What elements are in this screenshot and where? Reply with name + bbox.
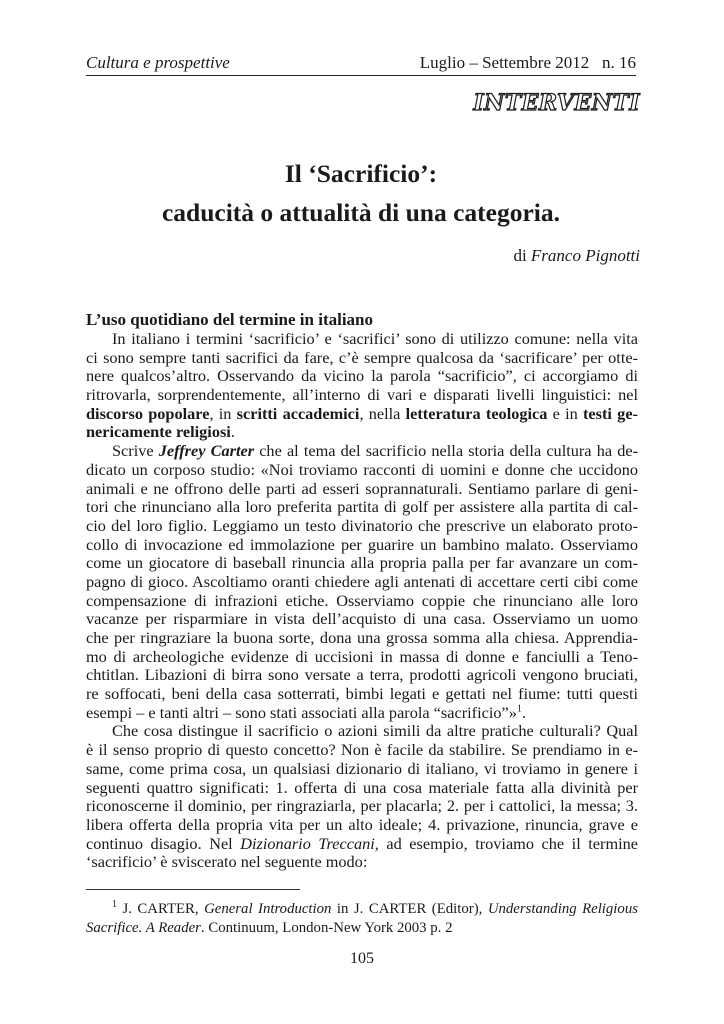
text-line: dicato un corposo studio: «Noi troviamo racconti di uomini e donne che uccidono <box>86 460 638 479</box>
text-line: mo di archeologiche evidenze di uccisioni in massa di donne e fanciulli a Teno- <box>86 647 638 666</box>
text-run: , in <box>209 404 237 423</box>
text-line: tori che rinunciano alla loro preferita partita di golf per assistere alla partita di cal- <box>86 498 638 517</box>
bold-term: letteratura teologica <box>405 404 548 423</box>
text-run: ad esempio, troviamo che il termine <box>378 834 638 853</box>
text-line: pagno di gioco. Ascoltiamo oranti chiedere agli antenati di accettare certi cibi come <box>86 572 638 591</box>
footnote-divider <box>86 889 300 890</box>
page-number: 105 <box>350 950 374 967</box>
footnote-marker: 1 <box>112 899 117 911</box>
text-run: . <box>230 423 235 442</box>
text-line: seguenti quattro significati: 1. offerta di una cosa materiale fatta alla divinità per <box>86 778 638 797</box>
footnote-reference[interactable]: 1 <box>516 703 522 715</box>
text-line <box>86 423 638 442</box>
text-line: ritrovarla, sorprendentemente, all’interno di vari e disparati livelli linguistici: nel <box>86 386 638 405</box>
issue-info: Luglio – Settembre 2012 n. 16 <box>419 53 636 72</box>
text-line: libera offerta della propria vita per un alto ideale; 4. privazione, rinuncia, grave e <box>86 815 638 834</box>
text-run: J. CARTER, <box>117 901 205 917</box>
text-line: come un giocatore di baseball rinuncia alla propria palla per far avanzare un com- <box>86 554 638 573</box>
article-title-line-1: Il ‘Sacrificio’: <box>284 159 438 188</box>
text-line: riconoscerne il dominio, per ringraziarla, per placarla; 2. per i cattolici, la messa; 3. <box>86 797 638 816</box>
footnote-line <box>86 919 638 938</box>
text-line: vacanze per risparmiare in vista dell’acquisto di una casa. Osserviamo un uomo <box>86 610 638 629</box>
text-line: ci sono sempre tanti sacrifici da fare, c’è sempre qualcosa da ‘sacrificare’ per otte- <box>86 348 638 367</box>
text-line <box>86 704 638 723</box>
text-line: compensazione di infrazioni etiche. Osserviamo coppie che rinunciano alle loro <box>86 591 638 610</box>
footnote-line <box>86 900 638 919</box>
text-run: . <box>521 703 526 722</box>
cited-title: Dizionario Treccani, <box>240 834 379 853</box>
cited-title: General Introduction <box>204 901 332 917</box>
cited-title: Understanding Religious <box>487 901 638 917</box>
author-name: Franco Pignotti <box>530 246 640 265</box>
text-line: cio del loro figlio. Leggiamo un testo divinatorio che prescrive un elaborato proto- <box>86 516 638 535</box>
author-byline <box>513 246 640 266</box>
text-line: chtitlan. Libazioni di birra sono versate a terra, prodotti agricoli vengono bruciati, <box>86 666 638 685</box>
text-line: collo di invocazione ed immolazione per guarire un bambino malato. Osserviamo <box>86 535 638 554</box>
bold-term: nericamente religiosi <box>86 423 231 442</box>
text-line <box>86 442 638 461</box>
text-line <box>86 405 638 424</box>
text-line: ‘sacrificio’ è sviscerato nel seguente modo: <box>86 853 368 872</box>
article-title-line-2: caducità o attualità di una categoria. <box>161 198 561 227</box>
text-run: , nella <box>359 404 406 423</box>
cited-title: Sacrifice. A Reader <box>86 920 201 936</box>
journal-name: Cultura e prospettive <box>86 53 230 72</box>
bold-term: discorso popolare <box>86 404 210 423</box>
text-line: animali e ne offrono delle parti ad esseri soprannaturali. Sentiamo parlare di geni- <box>86 479 638 498</box>
text-run: in J. CARTER (Editor), <box>331 901 488 917</box>
bold-term: testi ge- <box>583 404 638 423</box>
text-line: è il senso proprio di questo concetto? Non è facile da stabilire. Se prendiamo in e- <box>86 741 638 760</box>
author-prefix: di <box>513 246 527 265</box>
text-line: nere qualcos’altro. Osservando da vicino la parola “sacrificio”, ci accorgiamo di <box>86 367 638 386</box>
section-heading: L’uso quotidiano del termine in italiano <box>86 310 374 329</box>
text-line: same, come prima cosa, un qualsiasi dizionario di italiano, vi troviamo in genere i <box>86 759 638 778</box>
text-line: che per ringraziare la buona sorte, dona una grossa somma alla chiesa. Apprendia- <box>86 629 638 647</box>
footnote <box>86 900 638 938</box>
section-label: INTERVENTI <box>473 90 640 116</box>
article-body <box>86 330 638 872</box>
text-run: continuo disagio. Nel <box>86 834 241 853</box>
text-run: e in <box>547 404 584 423</box>
bold-term: scritti accademici <box>236 404 360 423</box>
text-run: Scrive <box>112 442 159 461</box>
text-line: re soffocati, beni della casa sotterrati, bimbi legati e gettati nel fiume: tutti questi <box>86 685 638 704</box>
text-line: Che cosa distingue il sacrificio o azioni simili da altre pratiche culturali? Qual <box>112 722 638 741</box>
cited-author: Jeffrey Carter <box>158 442 255 461</box>
text-run: esempi – e tanti altri – sono stati associati alla parola “sacrificio”» <box>86 703 517 722</box>
text-run: che al tema del sacrificio nella storia della cultura ha de- <box>254 442 638 461</box>
text-line <box>86 835 638 854</box>
text-run: . Continuum, London-New York 2003 p. 2 <box>200 920 453 936</box>
text-line: In italiano i termini ‘sacrificio’ e ‘sacrifici’ sono di utilizzo comune: nella vita <box>112 330 638 348</box>
running-header <box>86 53 636 76</box>
